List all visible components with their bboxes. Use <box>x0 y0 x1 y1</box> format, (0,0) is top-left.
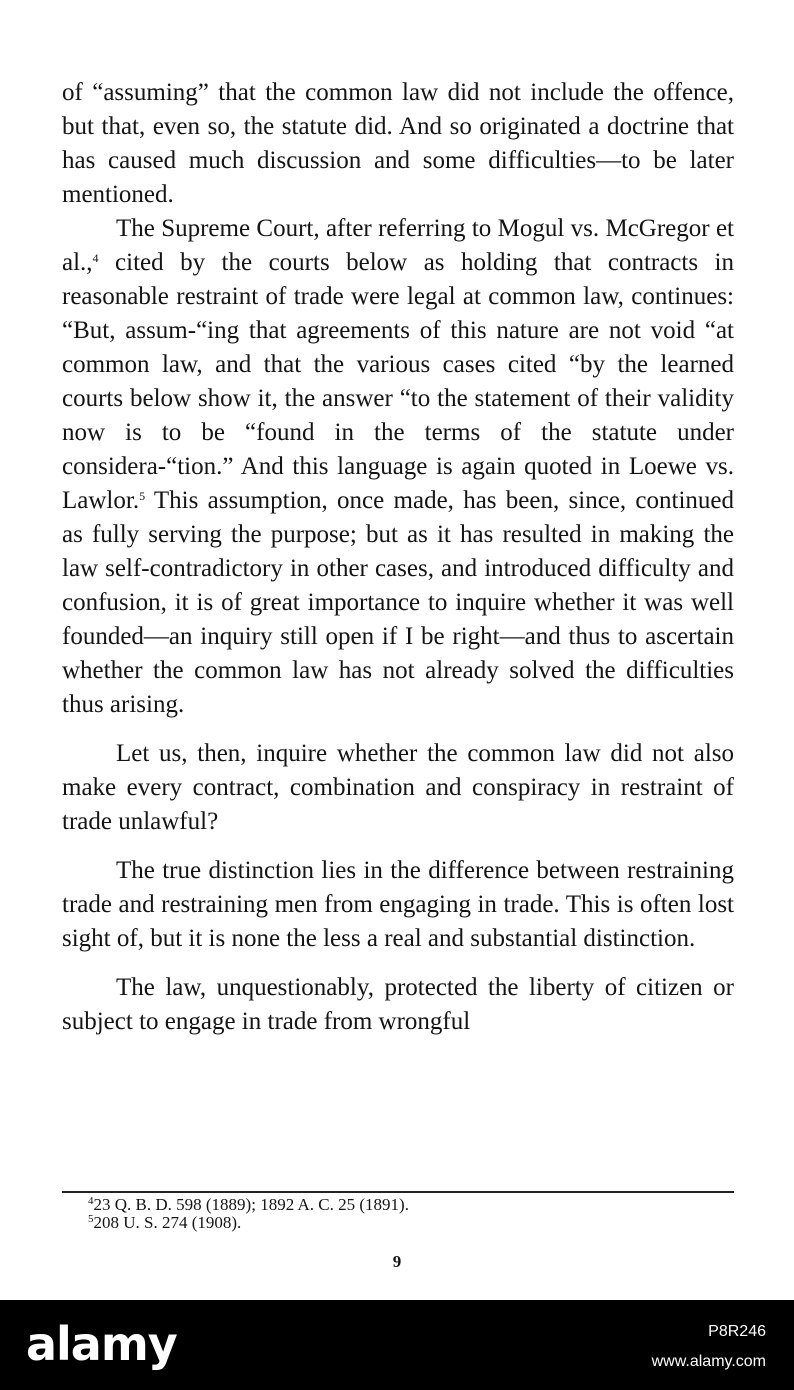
watermark-bar <box>0 1300 794 1390</box>
watermark-url: www.alamy.com <box>651 1353 766 1370</box>
paragraph-distinction: The true distinction lies in the difference between restraining trade and restraining men from engaging in trade. This is often lost sight of, but it is none the less a real and substantial distinction. <box>62 857 734 952</box>
footnote-marker: 4 <box>88 1195 94 1207</box>
paragraph-text: cited by the courts below as holding that contracts in reasonable restraint of trade were legal at common law, continues: “But, assum-“ing that agreements of this nature are not void “at common law, and that the various cases cited “by the learned courts below show it, the answer “to the statement of their validity now is to be “found in the terms of the statute under considera-“tion.” And this language is again quoted in Loewe vs. Lawlor. <box>62 249 734 514</box>
footnote <box>88 1196 728 1214</box>
paragraph-liberty: The law, unquestionably, protected the liberty of citizen or subject to engage in trade from wrongful <box>62 974 734 1035</box>
footnote-marker: 5 <box>88 1213 94 1225</box>
footnote-text: 23 Q. B. D. 598 (1889); 1892 A. C. 25 (1891). <box>93 1195 409 1214</box>
footnote-text: 208 U. S. 274 (1908). <box>93 1213 242 1232</box>
footnotes <box>88 1196 728 1232</box>
paragraph-continuation: of “assuming” that the common law did not include the offence, but that, even so, the statute did. And so originated a doctrine that has caused much discussion and some difficulties—to be later mentioned. <box>62 79 734 208</box>
footnote <box>88 1214 728 1232</box>
body-text <box>62 76 734 1039</box>
footnote-ref: 4 <box>92 251 99 265</box>
paragraph-inquiry: Let us, then, inquire whether the common law did not also make every contract, combination and conspiracy in restraint of trade unlawful? <box>62 740 734 835</box>
page-number: 9 <box>392 1252 402 1271</box>
footnote-ref: 5 <box>139 489 146 503</box>
image-id: P8R246 <box>708 1323 766 1340</box>
paragraph-text: This assumption, once made, has been, since, continued as fully serving the purpose; but as it has resulted in making the law self-contradictory in other cases, and introduced difficulty and confusion, it is of great importance to inquire whether it was well founded—an inquiry still open if I be right—and thus to ascertain whether the common law has not already solved the difficulties thus arising. <box>62 487 734 718</box>
alamy-logo: alamy <box>26 1317 177 1371</box>
paragraph-supreme-court <box>62 212 734 722</box>
paragraph-text: The Supreme Court, after referring to Mogul vs. McGregor et al., <box>62 215 734 276</box>
footnote-divider <box>62 1191 734 1193</box>
